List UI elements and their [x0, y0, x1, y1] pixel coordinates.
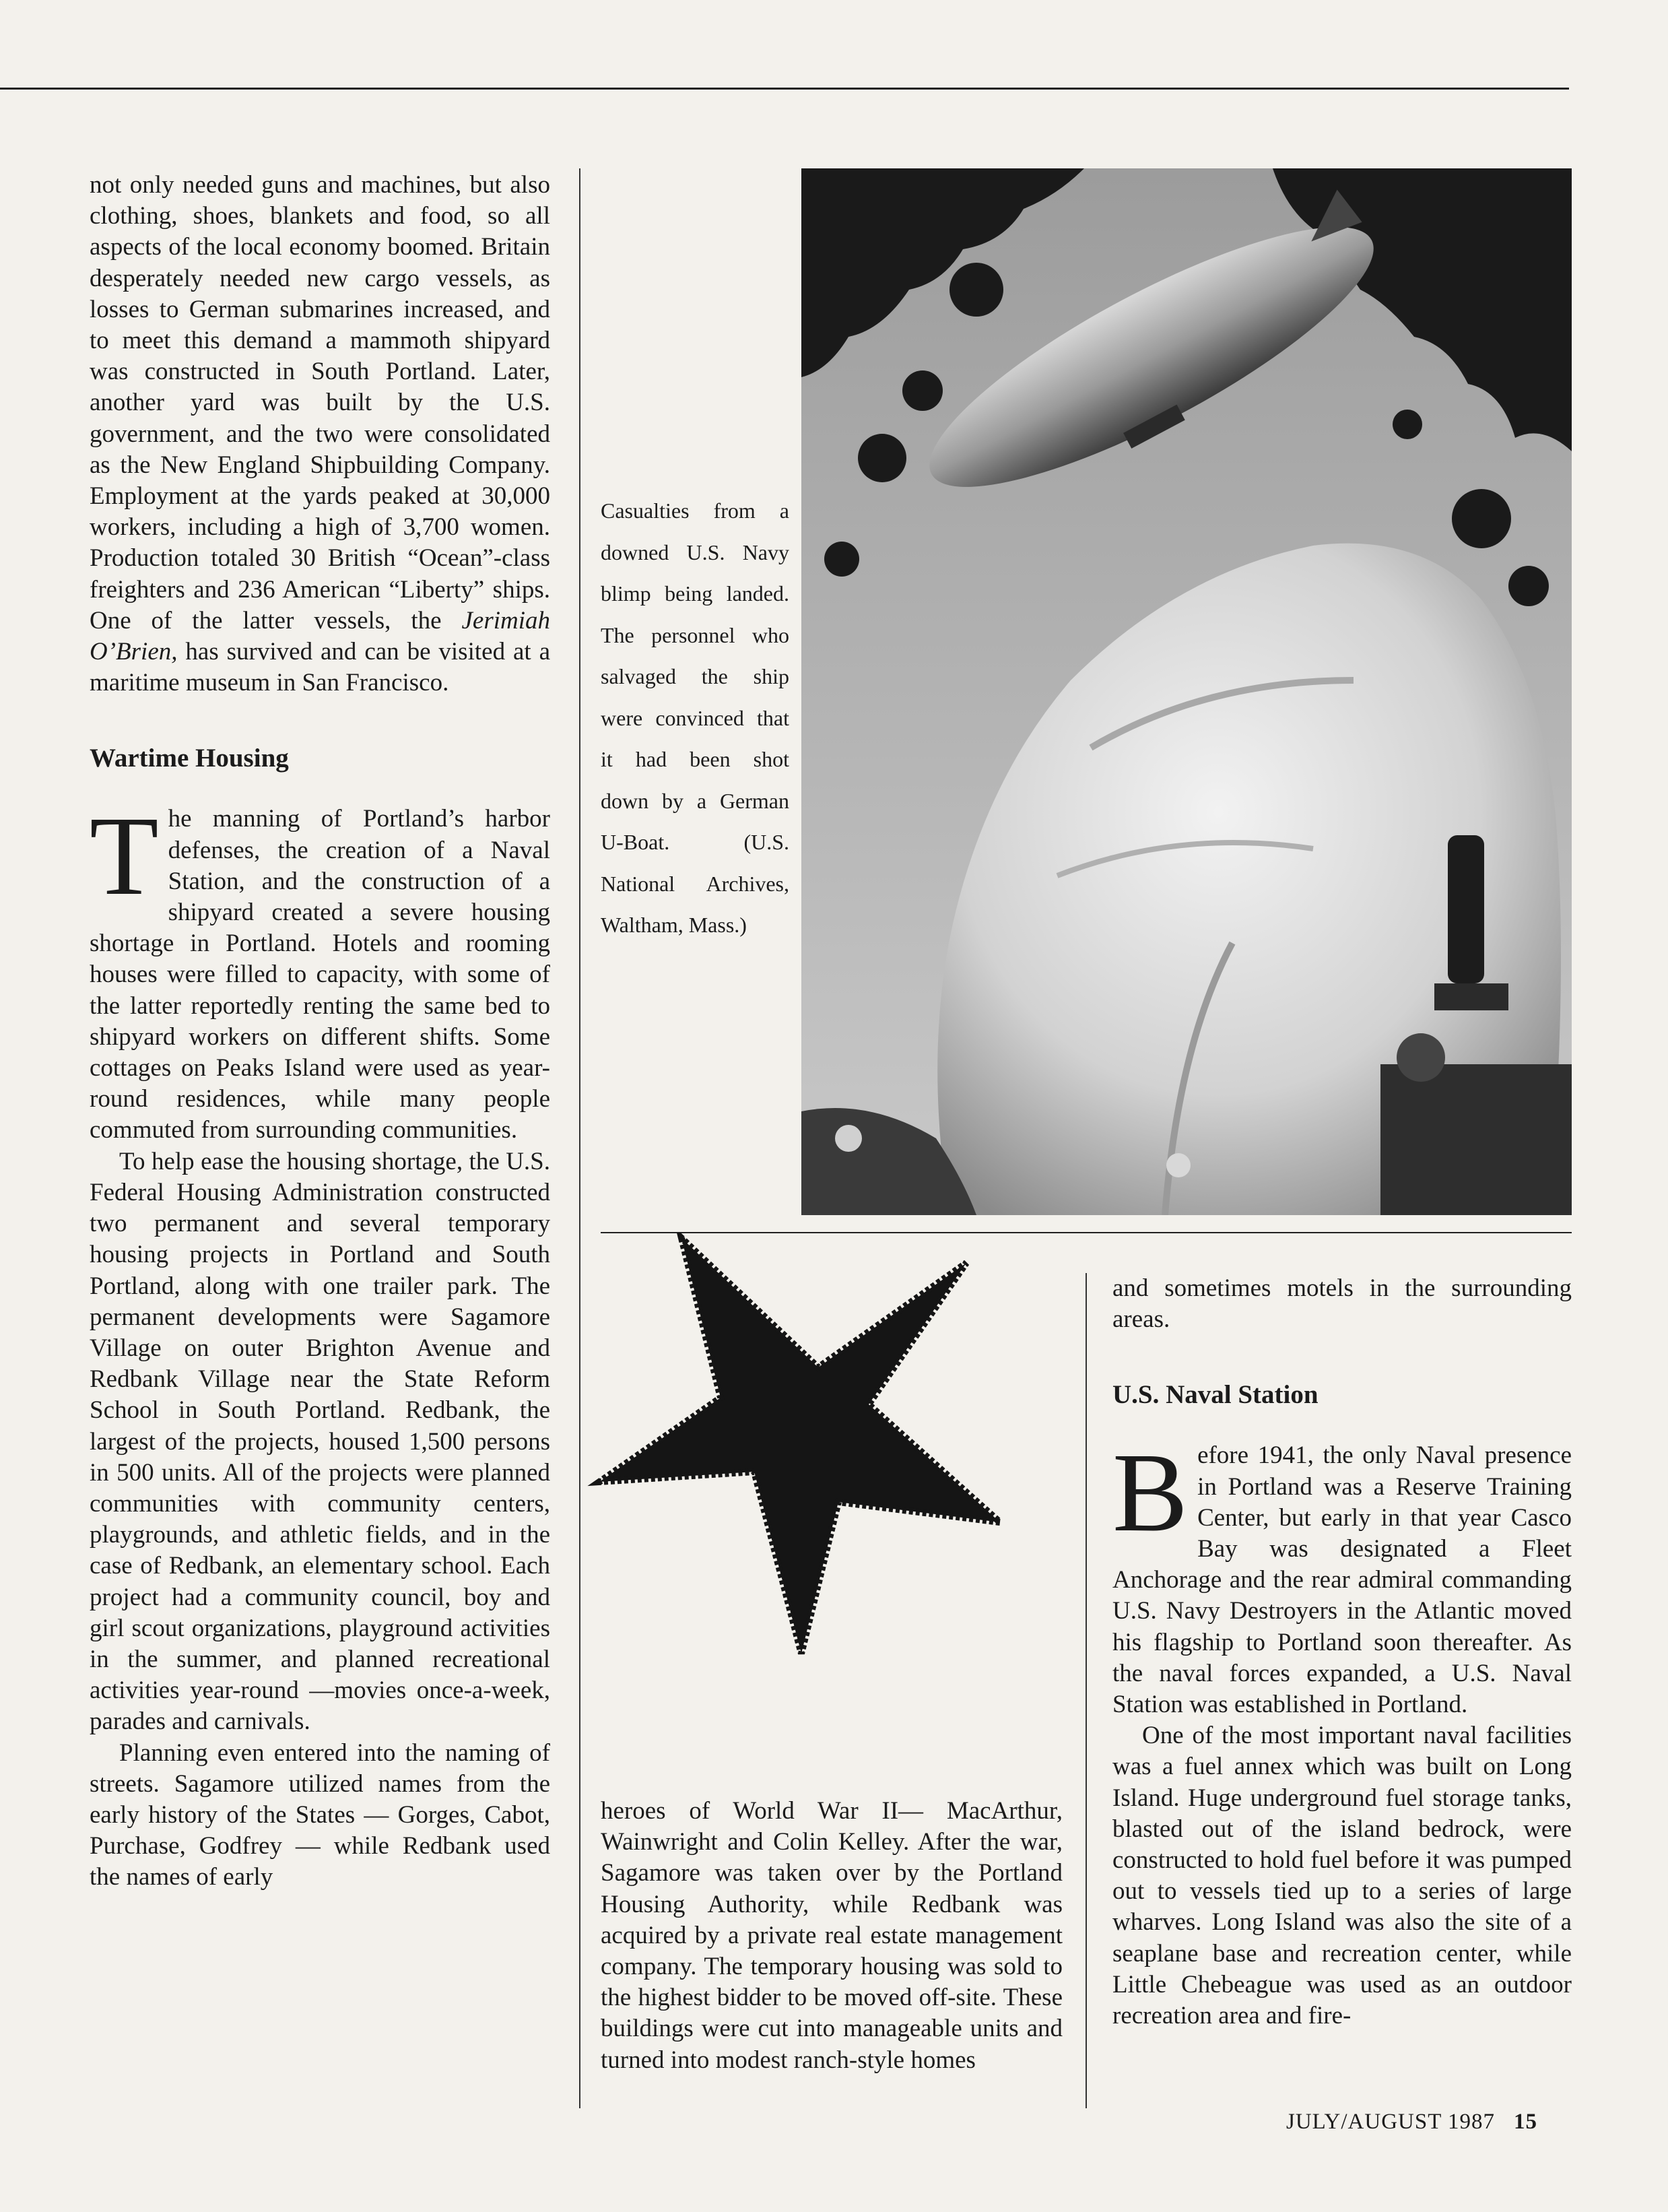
column-divider-left [579, 168, 580, 2108]
page-footer [1286, 2110, 1537, 2135]
section-heading-wartime-housing: Wartime Housing [90, 744, 289, 773]
star-graphic [579, 1233, 1010, 1670]
paragraph: Planning even entered into the naming of streets. Sagamore utilized names from the early history of the States — Gorges, Cabot, Purchase, Godfrey — while Redbank used the names of early [90, 1738, 550, 1891]
page-number: 15 [1514, 2110, 1538, 2134]
section-heading-naval-station: U.S. Naval Station [1112, 1380, 1319, 1410]
paragraph: One of the most important naval facilities was a fuel annex which was built on Long Island. Huge underground fuel storage tanks, blasted out of the island bedrock, were constructed to hold fuel before it was pumped out to vessels tied up to a series of large wharves. Long Island was also the site of a seaplane base and recreation center, while Little Chebeague was used as an outdoor recreation area and fire- [1112, 1722, 1572, 2030]
blimp-photo [801, 168, 1572, 1215]
column-two [601, 1796, 1063, 2076]
column-one [90, 170, 550, 1893]
column-three [1112, 1273, 1572, 2031]
issue-date: JULY/AUGUST 1987 [1286, 2110, 1496, 2134]
paragraph: not only needed guns and machines, but also clothing, shoes, blankets and food, so all aspects of the local economy boomed. Britain desperately needed new cargo vessels, as losses to German submarines increased, and to meet this demand a mammoth shipyard was constructed in South Portland. Later, another yard was built by the U.S. government, and the two were consolidated as the New England Shipbuilding Company. Employment at the yards peaked at 30,000 workers, including a high of 3,700 women. Production totaled 30 British “Ocean”-class freighters and 236 American “Liberty” ships. One of the latter vessels, the Jerimiah O’Brien, has survived and can be visited at a maritime museum in San Francisco. [90, 171, 551, 697]
drop-cap: T [90, 793, 159, 919]
drop-cap: B [1112, 1430, 1189, 1556]
ship-name: Jerimiah O’Brien, [90, 606, 550, 666]
column-divider-right [1086, 1273, 1087, 2108]
paragraph: and sometimes motels in the surrounding areas. [1112, 1274, 1572, 1334]
paragraph: To help ease the housing shortage, the U.S. Federal Housing Administration constructed two permanent and several temporary housing projects in Portland and South Portland, along with one trailer park. The permanent developments were Sagamore Village on outer Brighton Avenue and Redbank Village near the State Reform School in South Portland. Redbank, the largest of the projects, housed 1,500 persons in 500 units. All of the projects were planned communities with community centers, playgrounds, and athletic fields, and in the case of Redbank, an elementary school. Each project had a community council, boy and girl scout organizations, playground activities in the summer, and planned recreational activities year-round —movies once-a-week, parades and carnivals. [90, 1147, 550, 1736]
paragraph: heroes of World War II— MacArthur, Wainwright and Colin Kelley. After the war, Sagamore was taken over by the Portland Housing Authority, while Redbank was acquired by a private real estate management company. The temporary housing was sold to the highest bidder to be moved off-site. These buildings were cut into manageable units and turned into modest ranch-style homes [601, 1797, 1063, 2074]
paragraph: Before 1941, the only Naval presence in Portland was a Reserve Training Center, but early in that year Casco Bay was designated a Fleet Anchorage and the rear admiral commanding U.S. Navy Destroyers in the Atlantic moved his flagship to Portland soon thereafter. As the naval forces expanded, a U.S. Naval Station was established in Portland. [1112, 1430, 1572, 1719]
paragraph: The manning of Portland’s harbor defenses, the creation of a Naval Station, and the construction of a shipyard created a severe housing shortage in Portland. Hotels and rooming houses were filled to capacity, with some of the latter reportedly renting the same bed to shipyard workers on different shifts. Some cottages on Peaks Island were used as year-round residences, while many people commuted from surrounding communities. [90, 793, 550, 1144]
photo-caption: Casualties from a downed U.S. Navy blimp being landed. The personnel who salvaged the ship were convinced that it had been shot down by a German U-Boat. (U.S. National Archives, Waltham, Mass.) [601, 498, 789, 937]
top-rule [0, 88, 1569, 90]
